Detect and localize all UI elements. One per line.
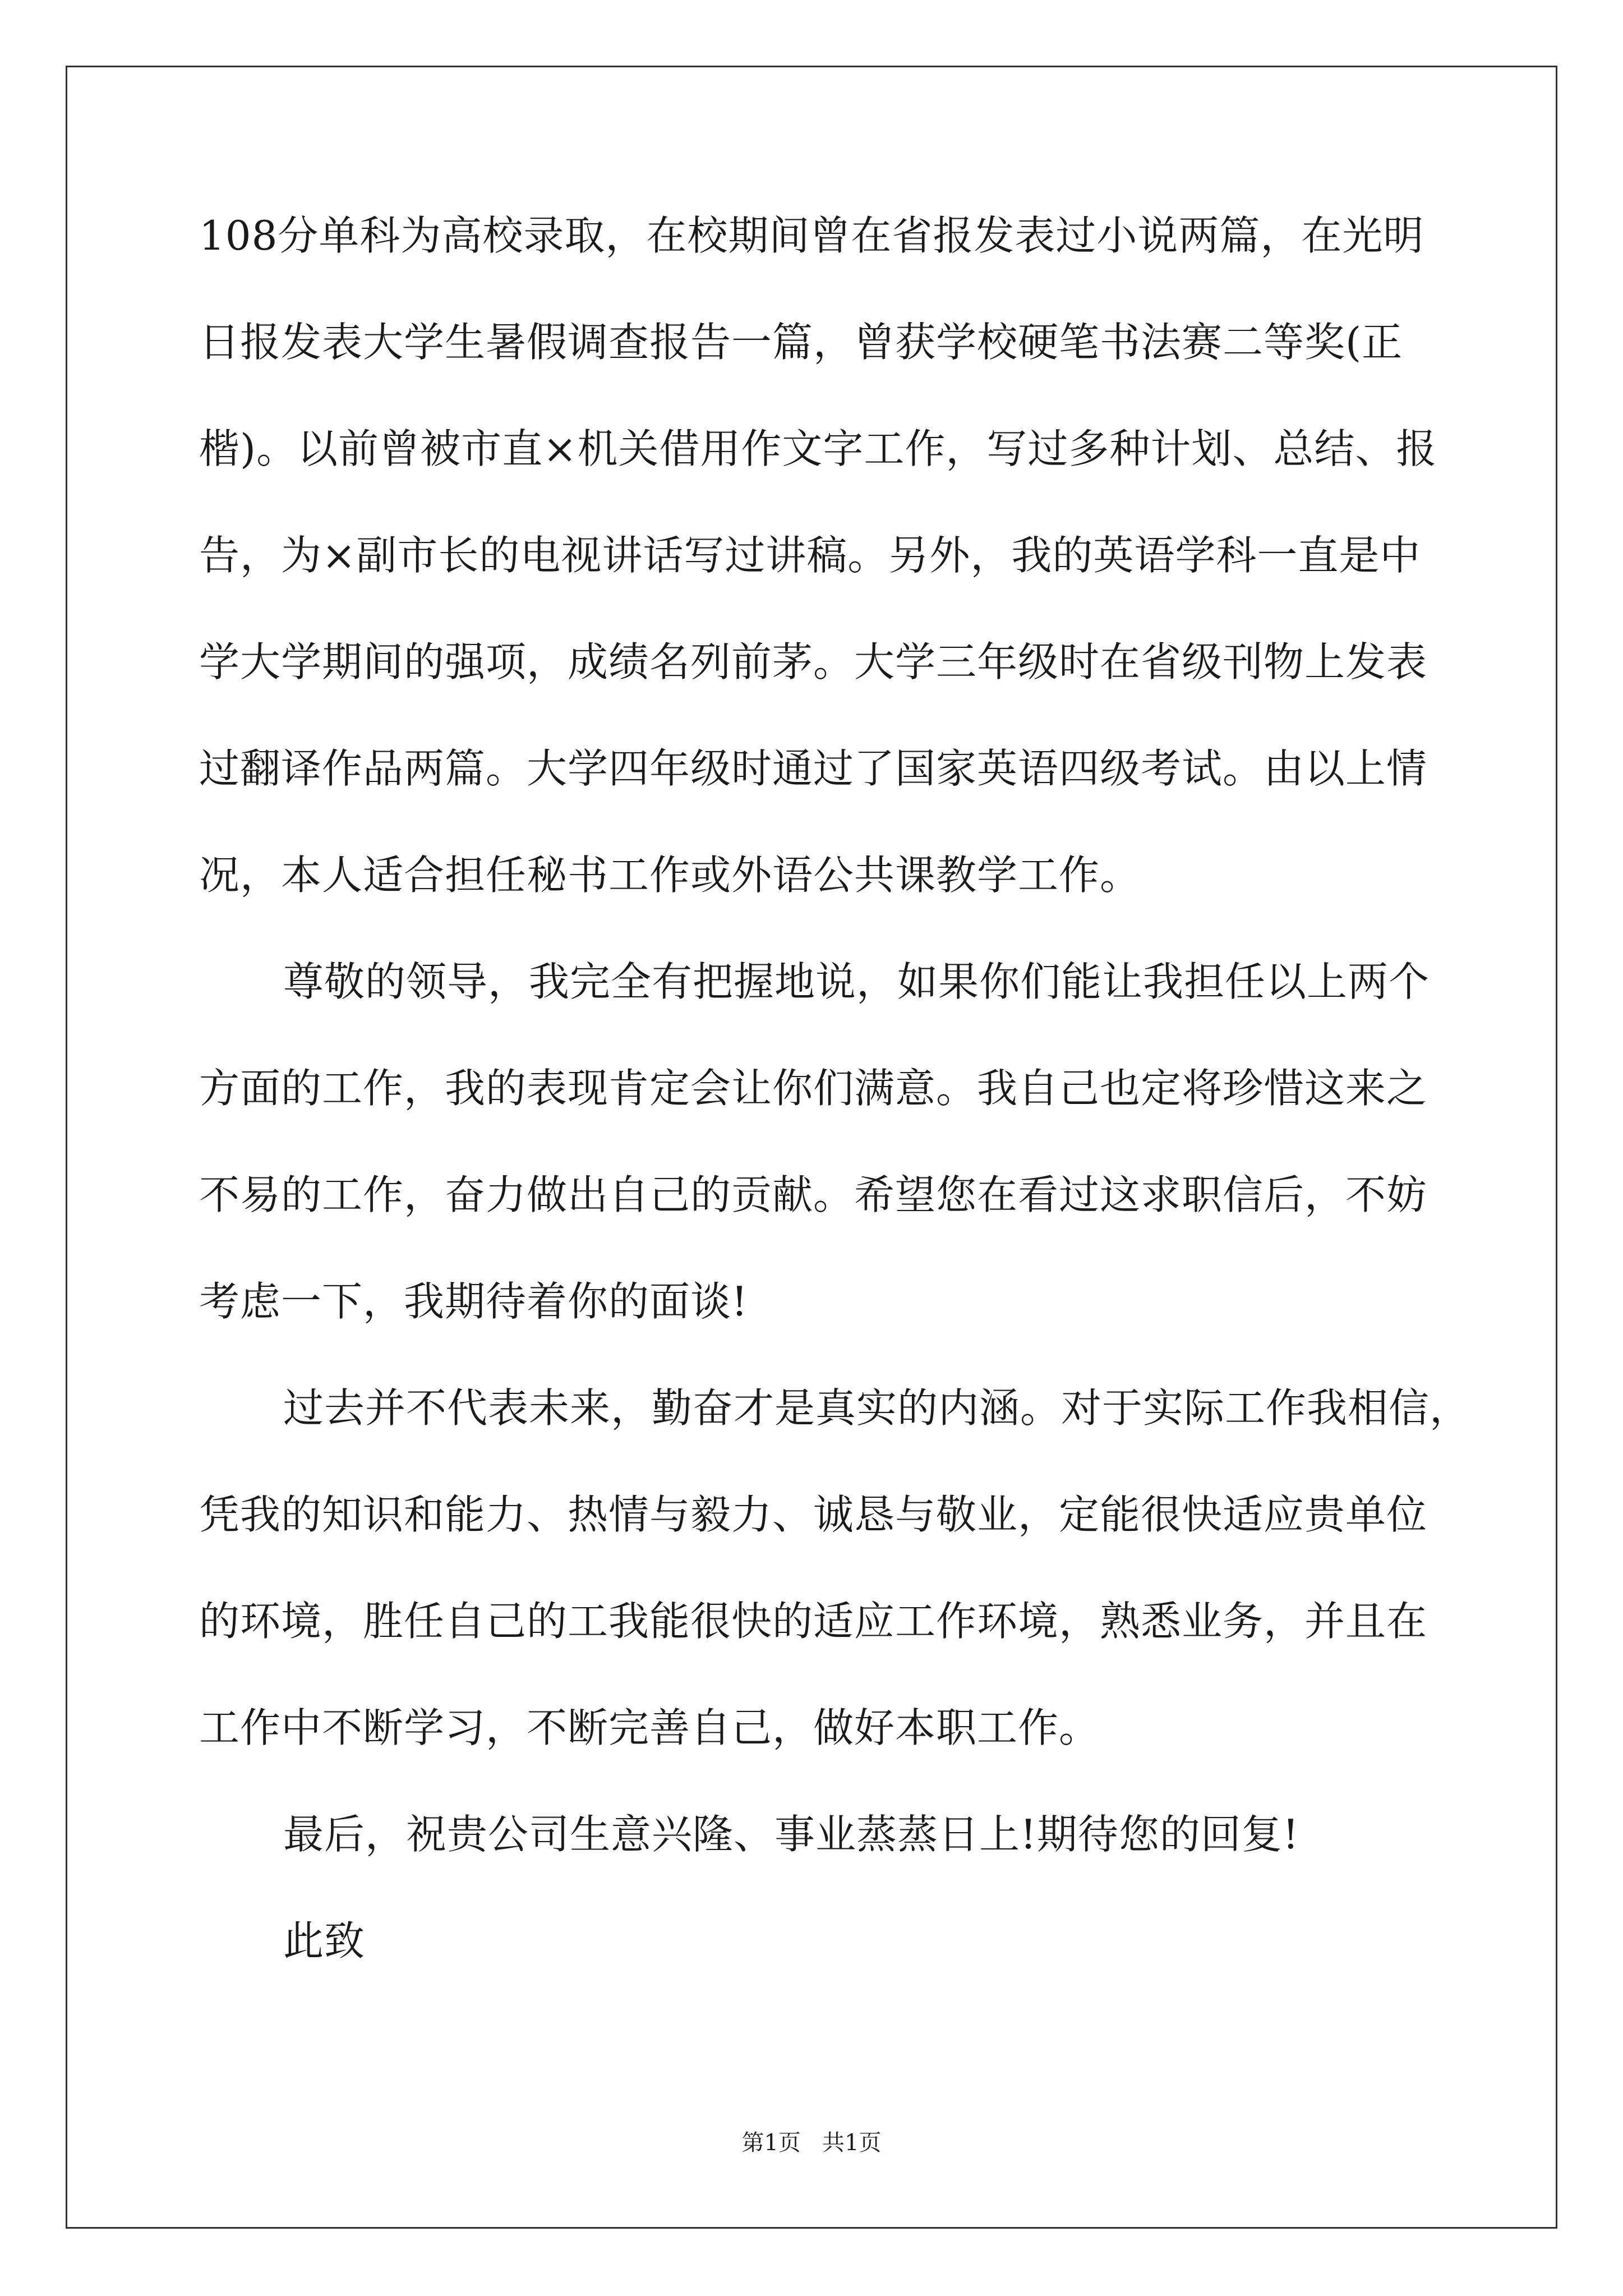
paragraph-first-line: 过去并不代表未来，勤奋才是真实的内涵。对于实际工作我相信， bbox=[283, 1384, 1471, 1432]
text-line: 凭我的知识和能力、热情与毅力、诚恳与敬业，定能很快适应贵单位 bbox=[199, 1491, 1428, 1538]
page-footer: 第1页 共1页 bbox=[741, 2130, 882, 2156]
text-line: 学大学期间的强项，成绩名列前茅。大学三年级时在省级刊物上发表 bbox=[199, 638, 1428, 685]
text-line: 的环境，胜任自己的工我能很快的适应工作环境，熟悉业务，并且在 bbox=[199, 1598, 1428, 1645]
closing-salutation: 此致 bbox=[283, 1917, 366, 1964]
text-line: 不易的工作，奋力做出自己的贡献。希望您在看过这求职信后，不妨 bbox=[199, 1171, 1428, 1218]
paragraph-first-line: 尊敬的领导，我完全有把握地说，如果你们能让我担任以上两个 bbox=[283, 958, 1430, 1005]
page-border bbox=[66, 66, 1557, 2229]
text-line: 过翻译作品两篇。大学四年级时通过了国家英语四级考试。由以上情 bbox=[199, 745, 1428, 792]
text-line: 楷)。以前曾被市直×机关借用作文字工作，写过多种计划、总结、报 bbox=[199, 425, 1437, 472]
text-line: 考虑一下，我期待着你的面谈! bbox=[199, 1278, 748, 1325]
text-line: 工作中不断学习，不断完善自己，做好本职工作。 bbox=[199, 1704, 1100, 1751]
text-line: 108分单科为高校录取，在校期间曾在省报发表过小说两篇，在光明 bbox=[199, 212, 1424, 259]
text-line: 告，为×副市长的电视讲话写过讲稿。另外，我的英语学科一直是中 bbox=[199, 532, 1421, 579]
text-line: 况，本人适合担任秘书工作或外语公共课教学工作。 bbox=[199, 852, 1141, 899]
text-line: 方面的工作，我的表现肯定会让你们满意。我自己也定将珍惜这来之 bbox=[199, 1065, 1428, 1112]
closing-wishes: 最后，祝贵公司生意兴隆、事业蒸蒸日上!期待您的回复! bbox=[283, 1811, 1299, 1858]
text-line: 日报发表大学生暑假调查报告一篇，曾获学校硬笔书法赛二等奖(正 bbox=[199, 319, 1403, 366]
